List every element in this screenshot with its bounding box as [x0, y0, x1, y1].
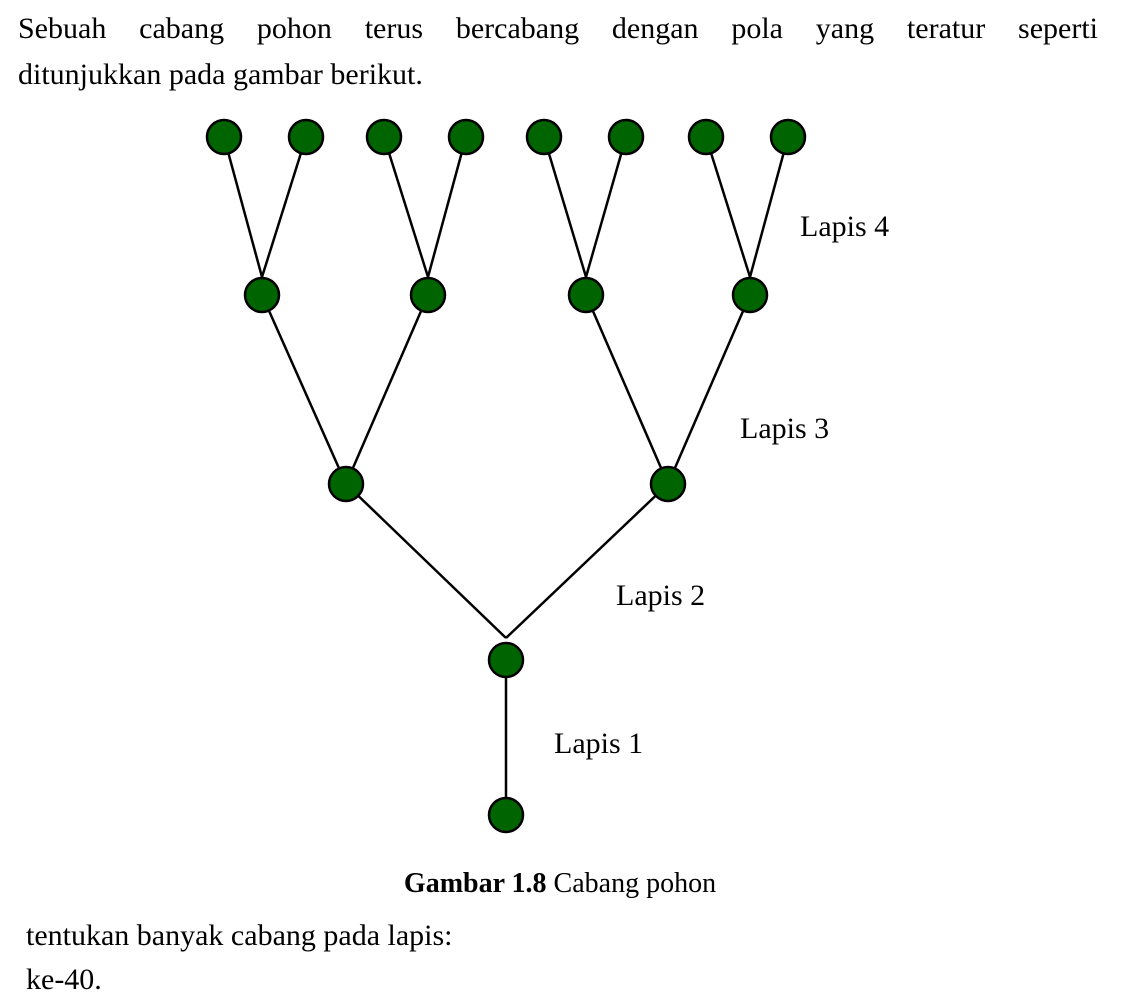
figure-number: Gambar 1.8	[403, 868, 547, 899]
figure-caption	[0, 864, 1120, 904]
branch-line	[346, 484, 506, 638]
tree-node	[609, 120, 643, 154]
tree-node	[489, 643, 523, 677]
branch-line	[346, 295, 428, 484]
layer-label-4: Lapis 4	[800, 210, 890, 243]
tree-node	[289, 120, 323, 154]
tree-node	[245, 278, 279, 312]
branch-line	[586, 295, 668, 484]
branch-line	[668, 295, 750, 484]
branch-line	[544, 137, 586, 277]
tree-node	[569, 278, 603, 312]
tree-node	[651, 467, 685, 501]
tree-node	[411, 278, 445, 312]
question-line-2: ke-40.	[26, 963, 102, 996]
tree-node	[527, 120, 561, 154]
tree-node	[449, 120, 483, 154]
layer-label-2: Lapis 2	[616, 579, 706, 612]
intro-line-1: Sebuah cabang pohon terus bercabang dengan pola yang teratur seperti	[18, 12, 1098, 45]
tree-branches	[224, 137, 788, 815]
branch-line	[428, 137, 466, 277]
branch-line	[706, 137, 750, 277]
tree-node	[329, 467, 363, 501]
layer-label-1: Lapis 1	[554, 727, 644, 760]
tree-node	[771, 120, 805, 154]
intro-line-2: ditunjukkan pada gambar berikut.	[18, 58, 423, 91]
branch-line	[750, 137, 788, 277]
branch-line	[586, 137, 626, 277]
figure-title: Cabang pohon	[546, 868, 717, 899]
tree-node	[207, 120, 241, 154]
tree-node	[367, 120, 401, 154]
branch-line	[506, 484, 668, 638]
branch-line	[384, 137, 428, 277]
question	[26, 914, 453, 1002]
branch-line	[224, 137, 262, 277]
tree-node	[689, 120, 723, 154]
layer-label-3: Lapis 3	[740, 412, 830, 445]
question-line-1: tentukan banyak cabang pada lapis:	[26, 919, 453, 952]
tree-node	[489, 798, 523, 832]
branch-line	[262, 137, 306, 277]
branch-line	[262, 295, 346, 484]
tree-node	[733, 278, 767, 312]
